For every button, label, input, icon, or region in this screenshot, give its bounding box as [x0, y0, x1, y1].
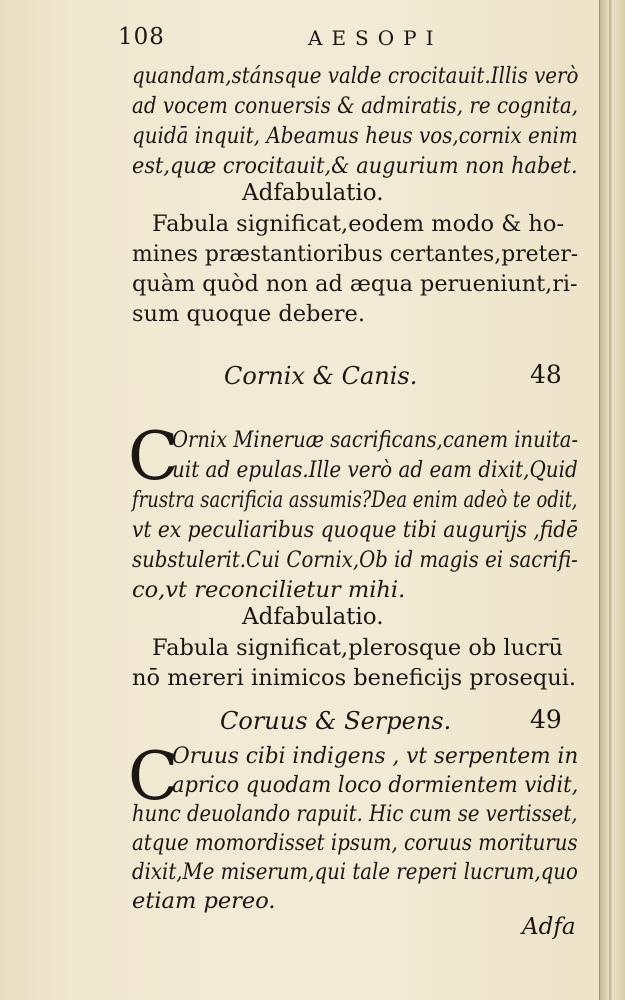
fable-number: 49 [530, 705, 562, 734]
moral-heading: Adfabulatio. [242, 604, 384, 630]
text-line: etiam pereo. [132, 888, 276, 914]
fable-title: Coruus & Serpens. [220, 707, 452, 735]
text-line: aprico quodam loco dormientem vidit, [172, 772, 579, 798]
text-line: hunc deuolando rapuit. Hic cum se vertisset, [132, 801, 578, 827]
text-line: substulerit.Cui Cornix,Ob id magis ei sacrifi- [132, 547, 578, 573]
moral-heading: Adfabulatio. [242, 180, 384, 206]
text-line: nō mereri inimicos beneficijs prosequi. [132, 665, 577, 691]
text-line: quàm quòd non ad æqua perueniunt,ri- [132, 271, 578, 297]
text-line: Ornix Mineruæ sacrificans,canem inuita- [172, 427, 579, 453]
drop-initial: C [128, 738, 179, 815]
drop-initial: C [128, 418, 179, 495]
text-line: atque momordisset ipsum, coruus moriturus [132, 830, 578, 856]
text-line: quidā inquit, Abeamus heus vos,cornix enim [132, 123, 578, 149]
text-line: uit ad epulas.Ille verò ad eam dixit,Quid [172, 457, 578, 483]
text-line: Oruus cibi indigens , vt serpentem in [172, 743, 579, 769]
text-line: mines præstantioribus certantes,preter- [132, 241, 579, 267]
text-line: vt ex peculiaribus quoque tibi augurijs ,fidē [132, 517, 579, 543]
text-line: dixit,Me miserum,qui tale reperi lucrum,quo [132, 859, 578, 885]
text-line: Fabula significat,eodem modo & ho- [152, 211, 565, 237]
text-line: sum quoque debere. [132, 301, 365, 327]
text-line: quandam,stánsque valde crocitauit.Illis verò [132, 63, 579, 89]
text-line: est,quæ crocitauit,& augurium non habet. [132, 153, 578, 179]
catchword: Adfa [522, 914, 576, 940]
text-line: Fabula significat,plerosque ob lucrū [152, 635, 563, 661]
fable-title: Cornix & Canis. [224, 362, 418, 390]
text-line: frustra sacrificia assumis?Dea enim adeò te odit, [132, 487, 578, 513]
text-line: co,vt reconcilietur mihi. [132, 577, 406, 603]
text-line: ad vocem conuersis & admiratis, re cognita, [132, 93, 579, 119]
page-edge [599, 0, 625, 1000]
running-title: AESOPI [308, 26, 443, 50]
fable-number: 48 [530, 360, 562, 389]
page-number: 108 [118, 24, 165, 50]
